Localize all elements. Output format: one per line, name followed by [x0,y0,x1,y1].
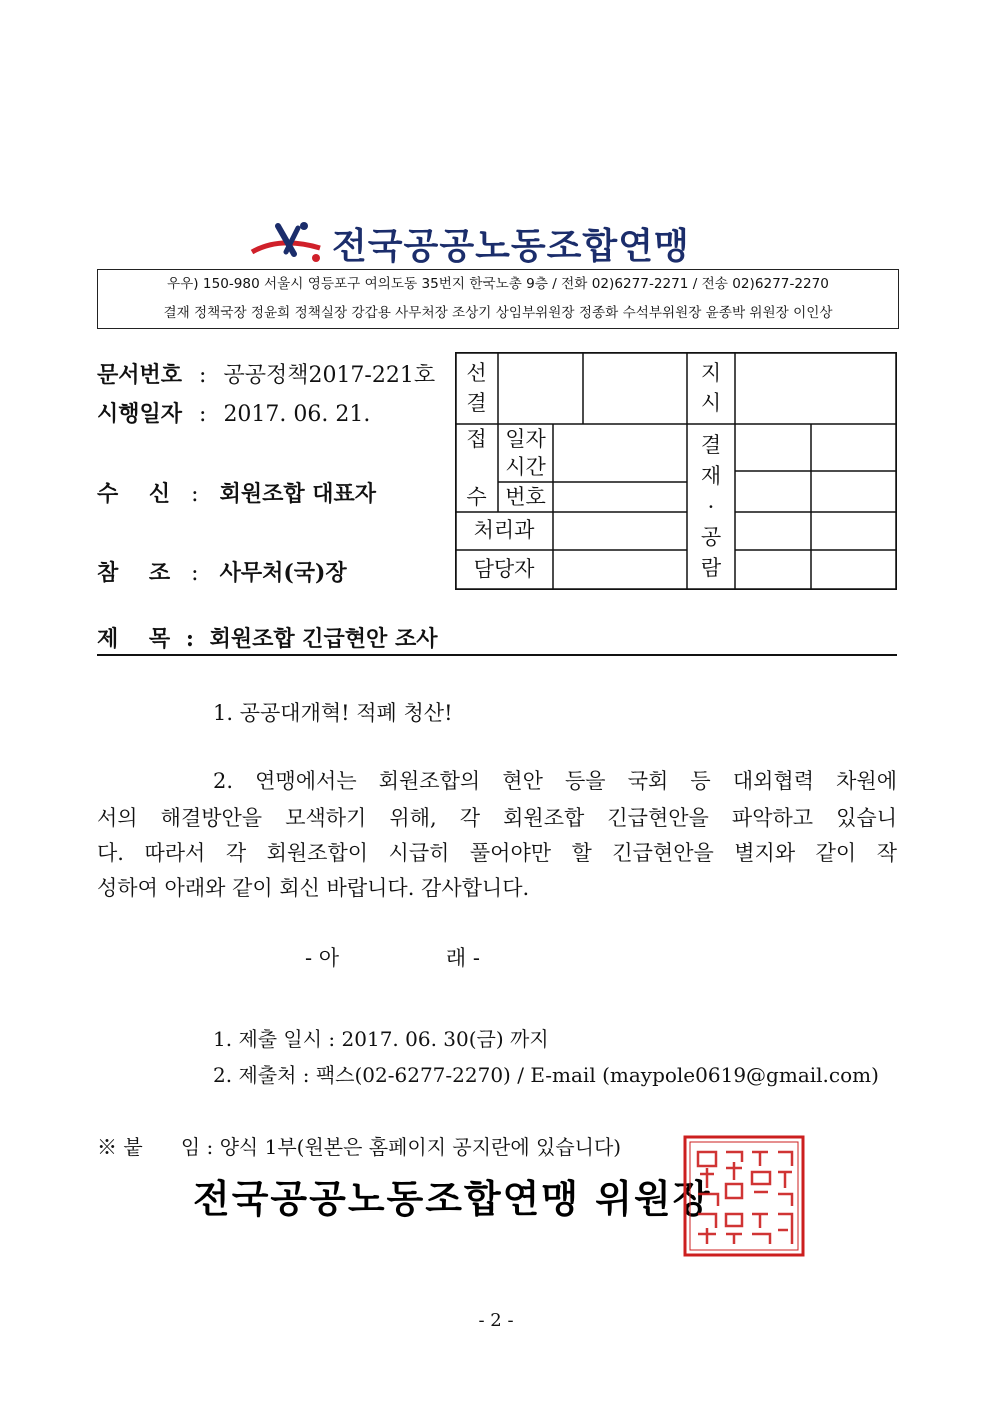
date-row [97,397,370,428]
grid-label-ram: 람 [700,556,722,580]
date-value: 2017. 06. 21. [223,402,371,427]
official-seal-icon [682,1134,806,1258]
grid-label-jae: 재 [700,464,722,488]
grid-label-sigan: 시간 [505,455,546,479]
grid-label-damdangja: 담당자 [473,557,535,581]
grid-label-si: 시 [700,391,722,415]
grid-label-dot: · [707,495,715,519]
doc-number-label: 문서번호 [97,362,183,388]
colon: : [199,402,207,427]
subject-row [97,622,897,656]
paragraph-2-line-3: 다. 따라서 각 회원조합이 시급히 풀어야만 할 긴급현안을 별지와 같이 작 [97,841,897,865]
attachment-line: ※ 붙 임 : 양식 1부(원본은 홈페이지 공지란에 있습니다) [97,1135,622,1159]
paragraph-2-line-1: 2. 연맹에서는 회원조합의 현안 등을 국회 등 대외협력 차원에 [213,769,897,793]
recipient-value: 회원조합 대표자 [219,481,377,507]
colon: : [191,482,199,507]
approval-grid [455,352,897,590]
reference-row [97,556,347,587]
address-box [97,269,899,329]
reference-value: 사무처(국)장 [219,560,347,586]
paragraph-2-line-4: 성하여 아래와 같이 회신 바랍니다. 감사합니다. [97,876,530,900]
approval-line: 결재 정책국장 정윤희 정책실장 강갑용 사무처장 조상기 상임부위원장 정종화 수석부위원장 윤종박 위원장 이인상 [163,305,833,321]
item-1: 1. 제출 일시 : 2017. 06. 30(금) 까지 [213,1027,549,1051]
subject-value: 회원조합 긴급현안 조사 [209,626,438,652]
paragraph-1: 1. 공공대개혁! 적폐 청산! [213,701,453,725]
address-line: 우우) 150-980 서울시 영등포구 여의도동 35번지 한국노총 9층 / 전화 02)6277-2271 / 전송 02)6277-2270 [167,276,829,292]
date-label: 시행일자 [97,401,183,427]
page-number: - 2 - [478,1310,514,1331]
org-name: 전국공공노동조합연맹 [332,226,690,267]
paragraph-2-line-2: 서의 해결방안을 모색하기 위해, 각 회원조합 긴급현안을 파악하고 있습니 [97,806,897,830]
union-logo-icon [250,218,330,264]
reference-label: 참 조 [97,560,171,586]
recipient-label: 수 신 [97,481,171,507]
grid-label-gyeol: 결 [466,391,487,415]
grid-label-beonho: 번호 [505,485,546,509]
grid-label-gyeol2: 결 [700,433,722,457]
org-logo [250,212,750,268]
grid-label-su: 수 [466,485,487,509]
colon: : [199,363,207,388]
subject-label: 제 목 [97,626,171,652]
grid-label-cheorigwa: 처리과 [473,518,535,542]
grid-label-gong: 공 [700,525,722,549]
colon: : [191,561,199,586]
item-2: 2. 제출처 : 팩스(02-6277-2270) / E-mail (maypole0619@gmail.com) [213,1063,879,1087]
signature-line: 전국공공노동조합연맹 위원장 [193,1177,712,1221]
grid-label-seon: 선 [466,361,487,385]
grid-label-ilja: 일자 [505,427,546,451]
recipient-row [97,477,376,508]
grid-label-ji: 지 [700,361,722,385]
doc-number-row [97,358,435,389]
grid-label-jeop: 접 [466,427,487,451]
doc-number-value: 공공정책2017-221호 [223,363,436,388]
below-heading: - 아 래 - [305,946,480,970]
colon: : [185,626,194,652]
